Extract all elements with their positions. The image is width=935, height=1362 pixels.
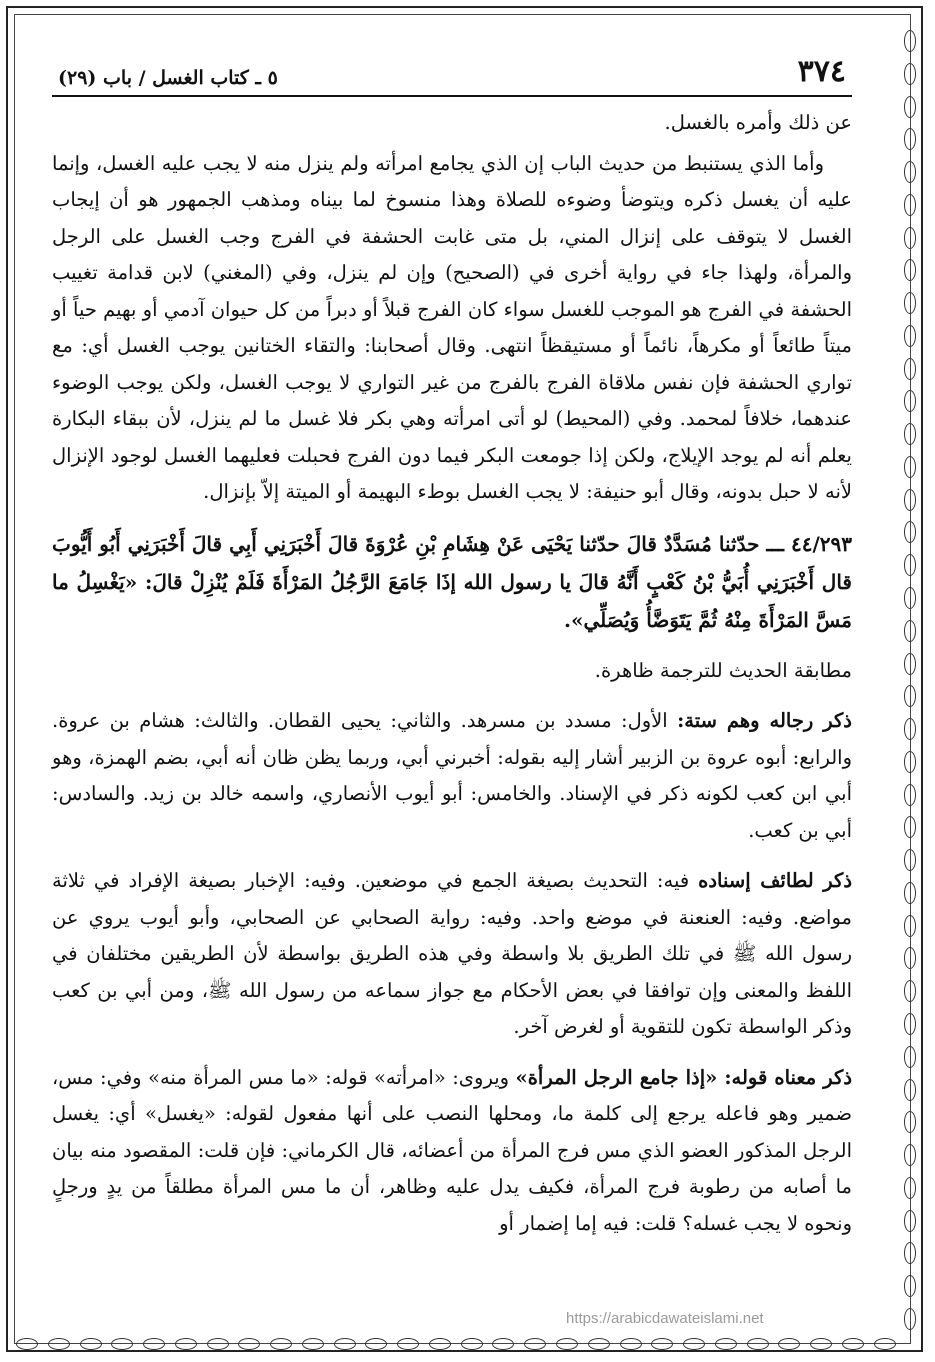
ornament-cell: [904, 128, 916, 150]
ornament-cell: [904, 1242, 916, 1264]
ornament-cell: [904, 620, 916, 642]
ornament-cell: [904, 358, 916, 380]
ornament-cell: [904, 423, 916, 445]
ornament-cell: [524, 1338, 546, 1350]
ornament-cell: [651, 1338, 673, 1350]
ornament-cell: [715, 1338, 737, 1350]
section-isnad-subtleties: [52, 863, 852, 1046]
ornament-cell: [904, 161, 916, 183]
section-correspondence: [52, 653, 852, 690]
ornament-cell: [48, 1338, 70, 1350]
ornament-cell: [904, 751, 916, 773]
section-text: ويروى: «امرأته» قوله: «ما مس المرأة منه» وفي: مس، ضمير وهو فاعله يرجع إلى كلمة ما، ومحلها النصب على أنها مفعول لقوله: «يغسل» أي: يغسل الرجل المذكور العضو الذي مس فرج المرأة من أعضائه، قال الكرماني: فإن قلت: المقصود منه بيان ما أصابه من رطوبة فرج المرأة، فكيف يدل عليه وظاهر، أن ما مس المرأة مطلقاً من يدٍ ورجلٍ ونحوه لا يجب غسله؟ قلت: فيه إما إضمار أو: [52, 1065, 852, 1235]
ornament-cell: [904, 685, 916, 707]
ornament-cell: [365, 1338, 387, 1350]
ornament-cell: [429, 1338, 451, 1350]
ornament-cell: [904, 96, 916, 118]
ornament-cell: [904, 915, 916, 937]
ornament-cell: [175, 1338, 197, 1350]
ornament-cell: [80, 1338, 102, 1350]
ornament-cell: [904, 1275, 916, 1297]
ornament-cell: [904, 194, 916, 216]
ornament-cell: [904, 1308, 916, 1330]
section-heading: ذكر معناه قوله: «إذا جامع الرجل المرأة»: [515, 1065, 853, 1089]
page-content: [52, 54, 852, 1246]
ornament-cell: [904, 1210, 916, 1232]
section-heading: ذكر رجاله وهم ستة:: [677, 709, 852, 732]
ornament-cell: [810, 1338, 832, 1350]
ornament-cell: [620, 1338, 642, 1350]
ornament-cell: [904, 947, 916, 969]
ornament-cell: [904, 227, 916, 249]
ornament-cell: [904, 653, 916, 675]
page-number: ٣٧٤: [797, 54, 846, 89]
ornament-cell: [747, 1338, 769, 1350]
ornament-cell: [904, 816, 916, 838]
ornament-cell: [16, 1338, 38, 1350]
running-head: ٥ ـ كتاب الغسل / باب (٢٩): [58, 67, 278, 89]
paragraph-commentary: وأما الذي يستنبط من حديث الباب إن الذي يجامع امرأته ولم ينزل منه لا يجب عليه الغسل، وإنما عليه أن يغسل ذكره ويتوضأ وضوءه للصلاة وهذا منسوخ لما بيناه ومذهب الجمهور هو أن إيجاب الغسل لا يتوقف على إنزال المني، بل متى غابت الحشفة في الفرج وجب الغسل على الرجل والمرأة، ولهذا جاء في رواية أخرى في (الصحيح) وإن لم ينزل، وفي (المغني) لابن قدامة تغييب الحشفة في الفرج هو الموجب للغسل سواء كان الفرج قبلاً أو دبراً من كل حيوان آدمي أو بهيم حياً أو ميتاً طائعاً أو مكرهاً، نائماً أو مستيقظاً انتهى. وقال أصحابنا: والتقاء الختانين يوجب الغسل أي: مع تواري الحشفة فإن نفس ملاقاة الفرج بالفرج من غير التواري لا يوجب الغسل، ولكن يوجب الوضوء عندهما، خلافاً لمحمد. وفي (المحيط) لو أتى امرأته وهي بكر فلا غسل ما لم ينزل، لأن ببقاء البكارة يعلم أنه لم يوجد الإيلاج، ولكن إذا جومعت البكر فيما دون الفرج فحبلت فعليهما الغسل لوجود الإنزال لأنه لا حبل بدونه، وقال أبو حنيفة: لا يجب الغسل بوطء البهيمة أو الميتة إلاّ بإنزال.: [52, 151, 852, 503]
hadith-body: مُسَدَّدٌ قالَ حدّثنا يَحْيَى عَنْ هِشَامِ بْنِ عُرْوَةَ قالَ أَخْبَرَنِي أَبِي قالَ أَخْبَرَنِي أَبُو أَيُّوبَ قال أَخْبَرَنِي أُبَيُّ بْنُ كَعْبٍ أَنَّهُ قالَ يا رسول الله إذَا جَامَعَ الرَّجُلُ المَرْأَةَ فَلَمْ يُنْزِلْ قالَ: «يَغْسِلُ ما مَسَّ المَرْأَةَ مِنْهُ ثُمَّ يَتَوَضَّأُ وَيُصَلِّي».: [52, 531, 852, 632]
ornament-cell: [588, 1338, 610, 1350]
ornament-cell: [904, 325, 916, 347]
ornamental-border-bottom: [16, 1336, 896, 1352]
ornament-cell: [207, 1338, 229, 1350]
hadith-number: ٤٤/٢٩٣: [790, 531, 852, 556]
page-header: [52, 54, 852, 97]
ornament-cell: [904, 259, 916, 281]
hadith-lead: ـــ حدّثنا: [718, 531, 784, 556]
ornament-cell: [904, 521, 916, 543]
ornament-cell: [904, 1013, 916, 1035]
watermark-url: https://arabicdawateislami.net: [566, 1310, 764, 1327]
ornament-cell: [143, 1338, 165, 1350]
ornament-cell: [874, 1338, 896, 1350]
ornament-cell: [683, 1338, 705, 1350]
section-narrators: [52, 703, 852, 849]
section-text: مطابقة الحديث للترجمة ظاهرة.: [594, 658, 852, 682]
ornament-cell: [904, 30, 916, 52]
ornament-cell: [904, 784, 916, 806]
ornament-cell: [778, 1338, 800, 1350]
section-text: فيه: التحديث بصيغة الجمع في موضعين. وفيه: الإخبار بصيغة الإفراد في ثلاثة مواضع. وفيه: العنعنة في موضع واحد. وفيه: رواية الصحابي عن الصحابي، وأبو أيوب يروي عن رسول الله ﷺ في تلك الطريق بلا واسطة وفي هذه الطريق بواسطة لأن الطريقين مختلفان في اللفظ والمعنى وإن توافقا في بعض الأحكام مع جواز سماعه من رسول الله ﷺ، ومن أبي بن كعب وذكر الواسطة تكون للتقوية أو لغرض آخر.: [52, 869, 853, 1038]
ornament-cell: [904, 718, 916, 740]
ornament-cell: [556, 1338, 578, 1350]
ornament-cell: [904, 1144, 916, 1166]
ornament-cell: [904, 1111, 916, 1133]
section-meaning: [52, 1060, 852, 1243]
ornament-cell: [904, 456, 916, 478]
ornament-cell: [904, 587, 916, 609]
section-text: الأول: مسدد بن مسرهد. والثاني: يحيى القطان. والثالث: هشام بن عروة. والرابع: أبوه عروة بن الزبير أشار إليه بقوله: أخبرني أبي، وربما يظن ظان أنه أبي، بضم الهمزة، وهو أبي ابن كعب لكونه ذكر في الإسناد. والخامس: أبو أيوب الأنصاري، واسمه خالد بن زيد. والسادس: أبي بن كعب.: [52, 709, 852, 842]
ornament-cell: [270, 1338, 292, 1350]
ornament-cell: [904, 1177, 916, 1199]
ornament-cell: [904, 882, 916, 904]
ornament-cell: [842, 1338, 864, 1350]
ornament-cell: [904, 849, 916, 871]
ornament-cell: [302, 1338, 324, 1350]
ornament-cell: [904, 489, 916, 511]
paragraph-opening: عن ذلك وأمره بالغسل.: [664, 111, 852, 134]
ornament-cell: [904, 390, 916, 412]
ornament-cell: [904, 1046, 916, 1068]
hadith-text: [52, 525, 852, 639]
ornament-cell: [492, 1338, 514, 1350]
ornament-cell: [904, 63, 916, 85]
ornament-cell: [334, 1338, 356, 1350]
ornament-cell: [904, 292, 916, 314]
ornament-cell: [904, 554, 916, 576]
ornament-cell: [904, 980, 916, 1002]
ornament-cell: [238, 1338, 260, 1350]
ornament-cell: [111, 1338, 133, 1350]
ornament-cell: [397, 1338, 419, 1350]
ornament-cell: [461, 1338, 483, 1350]
ornament-cell: [904, 1079, 916, 1101]
ornamental-border-right: [901, 30, 919, 1330]
section-heading: ذكر لطائف إسناده: [698, 869, 853, 892]
